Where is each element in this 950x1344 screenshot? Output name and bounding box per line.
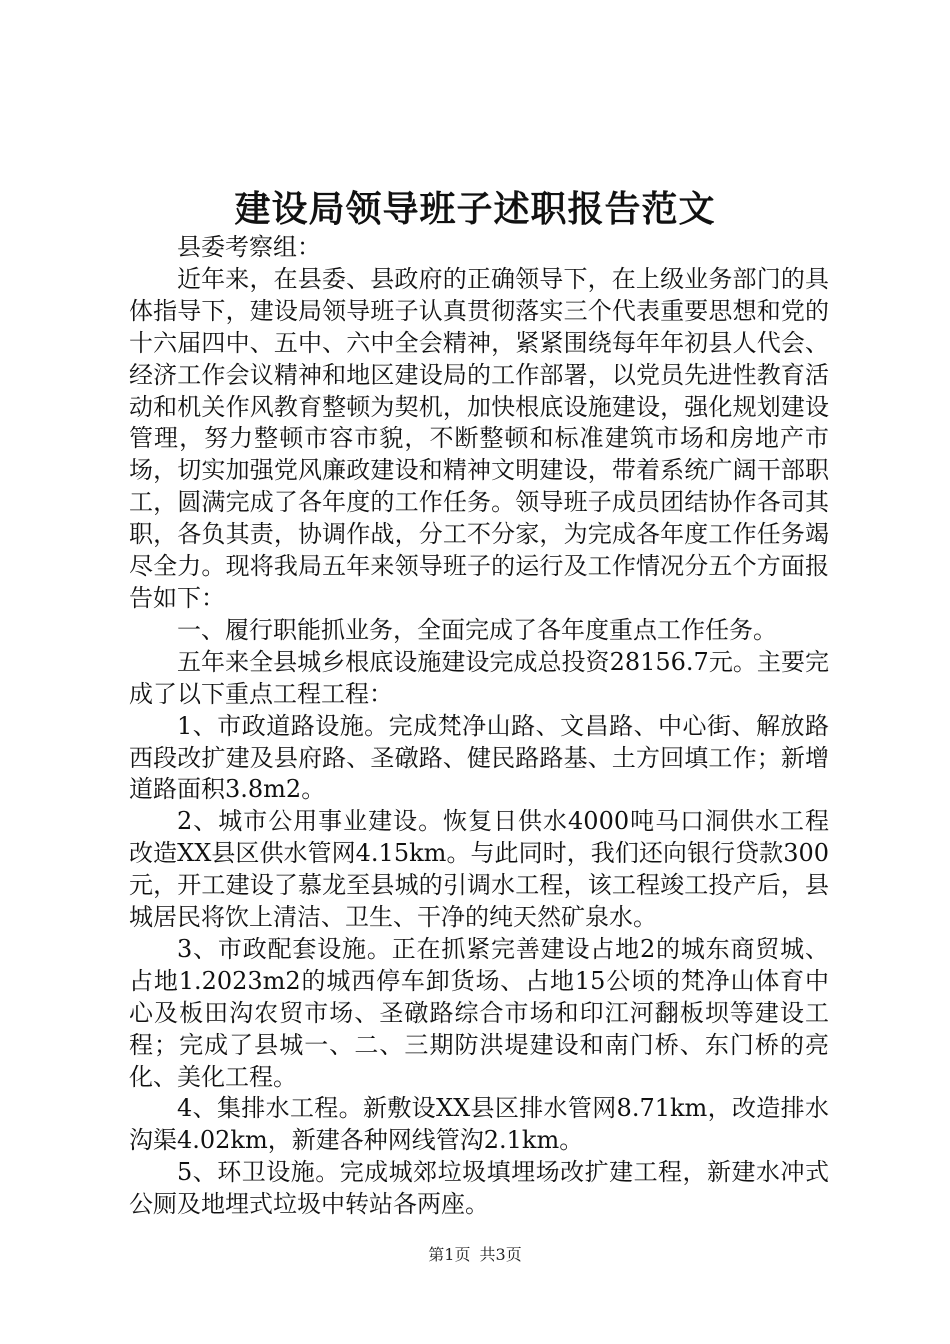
section-heading-1: 一、履行职能抓业务，全面完成了各年度重点工作任务。 bbox=[177, 615, 777, 644]
item-drainage-works: 4、集排水工程。新敷设XX县区排水管网8.71km，改造排水沟渠4.02km，新建各种网线管沟2.1km。 bbox=[129, 1094, 829, 1155]
page-number: 第1页 bbox=[428, 1245, 471, 1264]
document-title: 建设局领导班子述职报告范文 bbox=[234, 188, 716, 230]
item-sanitation-facilities: 5、环卫设施。完成城郊垃圾填埋场改扩建工程，新建水冲式公厕及地埋式垃圾中转站各两座。 bbox=[129, 1158, 829, 1219]
item-public-utilities: 2、城市公用事业建设。恢复日供水4000吨马口洞供水工程改造XX县区供水管网4.15km。与此同时，我们还向银行贷款300元，开工建设了慕龙至县城的引调水工程，该工程竣工投产后，县城居民将饮上清洁、卫生、干净的纯天然矿泉水。 bbox=[129, 807, 829, 932]
page-total: 共3页 bbox=[479, 1245, 522, 1264]
item-supporting-facilities: 3、市政配套设施。正在抓紧完善建设占地2的城东商贸城、占地1.2023m2的城西停车卸货场、占地15公顷的梵净山体育中心及板田沟农贸市场、圣礅路综合市场和印江河翻板坝等建设工程；完成了县城一、二、三期防洪堤建设和南门桥、东门桥的亮化、美化工程。 bbox=[129, 934, 829, 1091]
investment-paragraph: 五年来全县城乡根底设施建设完成总投资28156.7元。主要完成了以下重点工程工程： bbox=[129, 647, 829, 708]
intro-paragraph: 近年来，在县委、县政府的正确领导下，在上级业务部门的具体指导下，建设局领导班子认真贯彻落实三个代表重要思想和党的十六届四中、五中、六中全会精神，紧紧围绕每年年初县人代会、经济工作会议精神和地区建设局的工作部署，以党员先进性教育活动和机关作风教育整顿为契机，加快根底设施建设，强化规划建设管理，努力整顿市容市貌，不断整顿和标准建筑市场和房地产市场，切实加强党风廉政建设和精神文明建设，带着系统广阔干部职工，圆满完成了各年度的工作任务。领导班子成员团结协作各司其职，各负其责，协调作战，分工不分家，为完成各年度工作任务竭尽全力。现将我局五年来领导班子的运行及工作情况分五个方面报告如下： bbox=[129, 264, 829, 612]
page-footer bbox=[0, 1244, 950, 1266]
salutation: 县委考察组： bbox=[177, 233, 321, 261]
document-body bbox=[129, 232, 829, 1221]
item-road-facilities: 1、市政道路设施。完成梵净山路、文昌路、中心街、解放路西段改扩建及县府路、圣礅路、健民路路基、土方回填工作；新增道路面积3.8m2。 bbox=[129, 711, 829, 804]
